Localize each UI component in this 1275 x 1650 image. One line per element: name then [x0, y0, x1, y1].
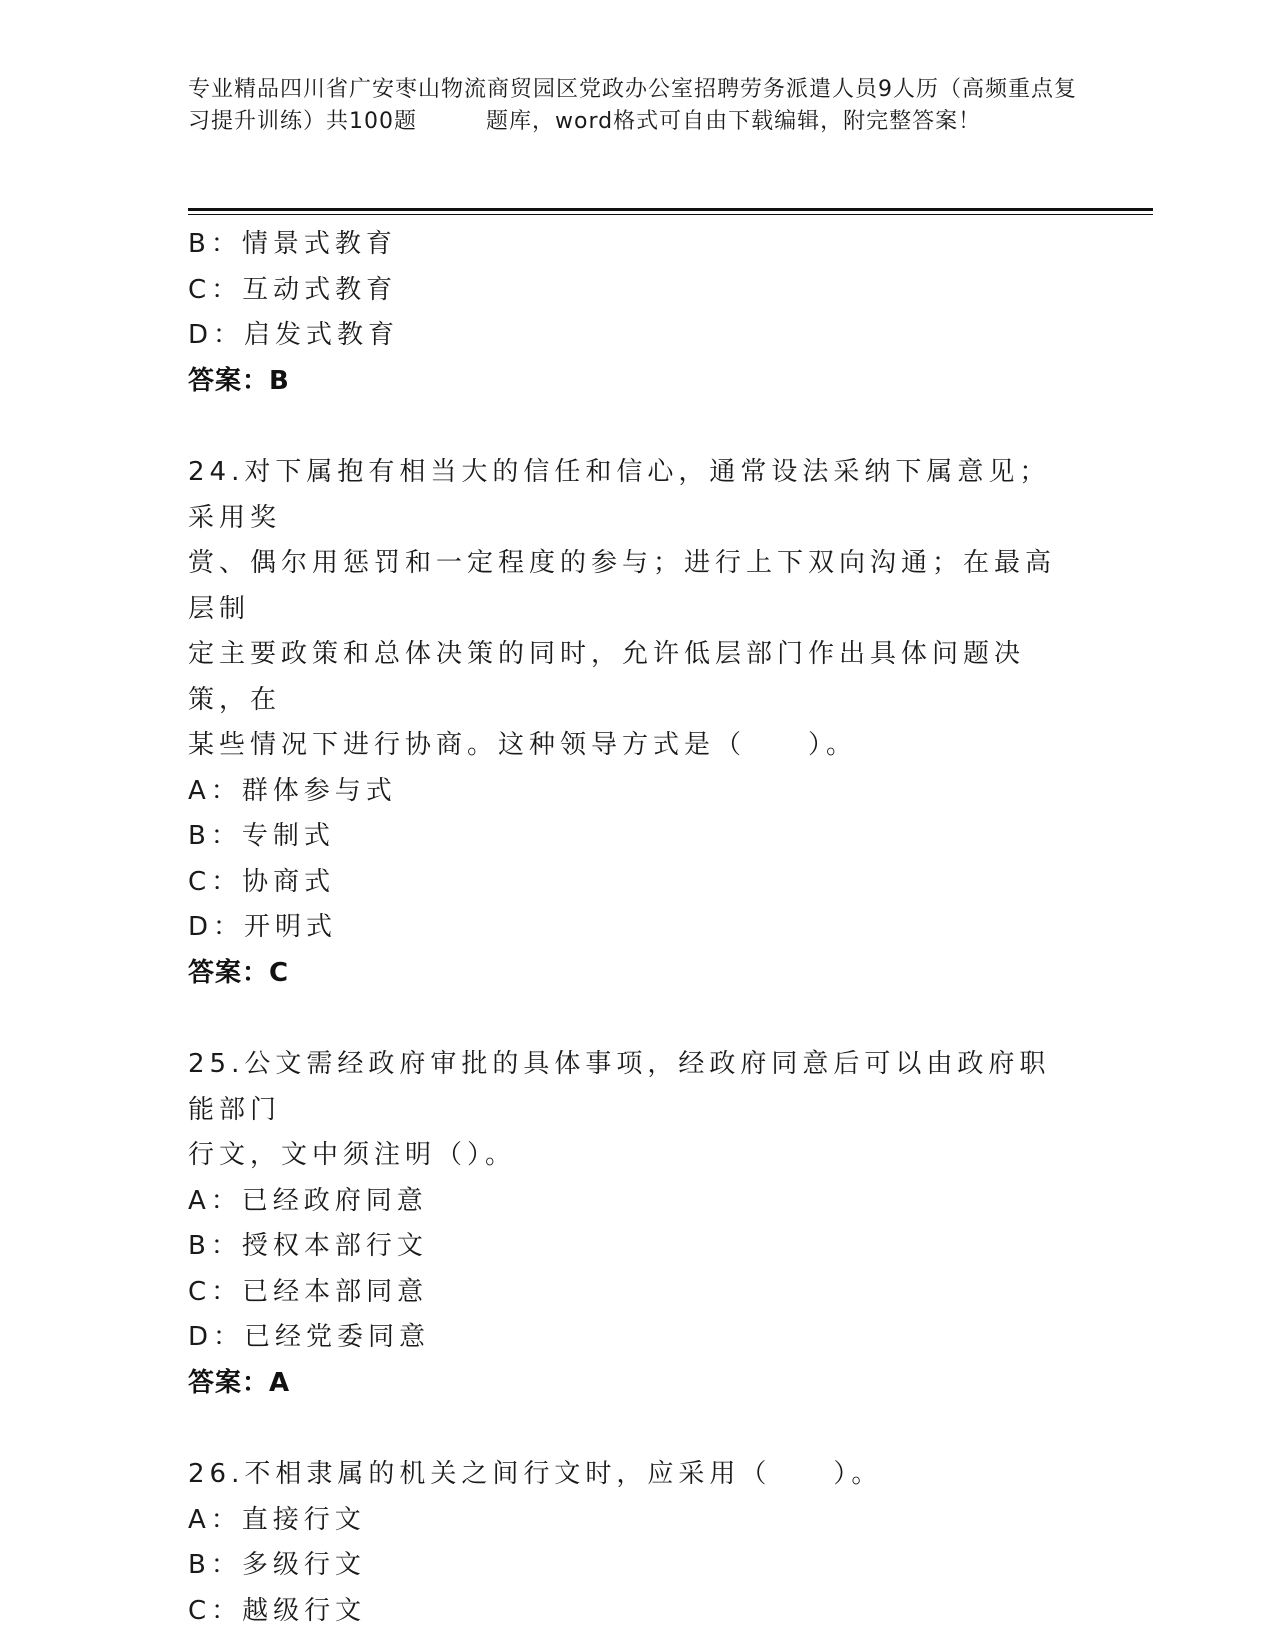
question-23-carryover [188, 222, 1088, 404]
option-a: A：群体参与式 [188, 775, 397, 806]
option-b: B：多级行文 [188, 1550, 366, 1580]
answer-line: 答案：B [188, 365, 290, 396]
answer-line: 答案：A [188, 1367, 291, 1398]
header-rule-thick [188, 208, 1153, 211]
question-gap [188, 996, 1088, 1042]
option-a: A：已经政府同意 [188, 1185, 428, 1216]
question-stem-line: 行文，文中须注明（）。 [188, 1140, 517, 1170]
question-gap [188, 404, 1088, 450]
question-stem-line: 26.不相隶属的机关之间行文时，应采用（ ）。 [188, 1459, 883, 1489]
option-d: D：已经党委同意 [188, 1322, 431, 1352]
question-stem-line: 某些情况下进行协商。这种领导方式是（ ）。 [188, 730, 858, 760]
option-c: C：已经本部同意 [188, 1276, 429, 1307]
option-c: C：越级行文 [188, 1595, 367, 1626]
answer-line: 答案：C [188, 957, 290, 988]
question-gap [188, 1406, 1088, 1452]
question-stem-line: 赏、偶尔用惩罚和一定程度的参与；进行上下双向沟通；在最高层制 [188, 548, 1057, 624]
option-a: A：直接行文 [188, 1504, 366, 1535]
question-26 [188, 1452, 1088, 1634]
option-d: D：启发式教育 [188, 320, 400, 350]
question-stem-line: 24.对下属抱有相当大的信任和信心，通常设法采纳下属意见；采用奖 [188, 457, 1051, 533]
question-25 [188, 1042, 1088, 1406]
option-d: D：开明式 [188, 912, 338, 942]
document-header-title: 专业精品四川省广安枣山物流商贸园区党政办公室招聘劳务派遣人员9人历（高频重点复习提升训练）共100题 题库，word格式可自由下载编辑，附完整答案！ [188, 77, 1077, 134]
question-stem-line: 定主要政策和总体决策的同时，允许低层部门作出具体问题决策，在 [188, 639, 1026, 715]
document-content [188, 222, 1088, 1634]
option-c: C：协商式 [188, 866, 336, 897]
question-24 [188, 450, 1088, 996]
option-b: B：情景式教育 [188, 229, 397, 259]
question-stem-line: 25.公文需经政府审批的具体事项，经政府同意后可以由政府职能部门 [188, 1049, 1051, 1125]
option-b: B：授权本部行文 [188, 1231, 428, 1261]
option-b: B：专制式 [188, 821, 335, 851]
option-c: C：互动式教育 [188, 274, 398, 305]
header-rule-thin [188, 214, 1153, 215]
